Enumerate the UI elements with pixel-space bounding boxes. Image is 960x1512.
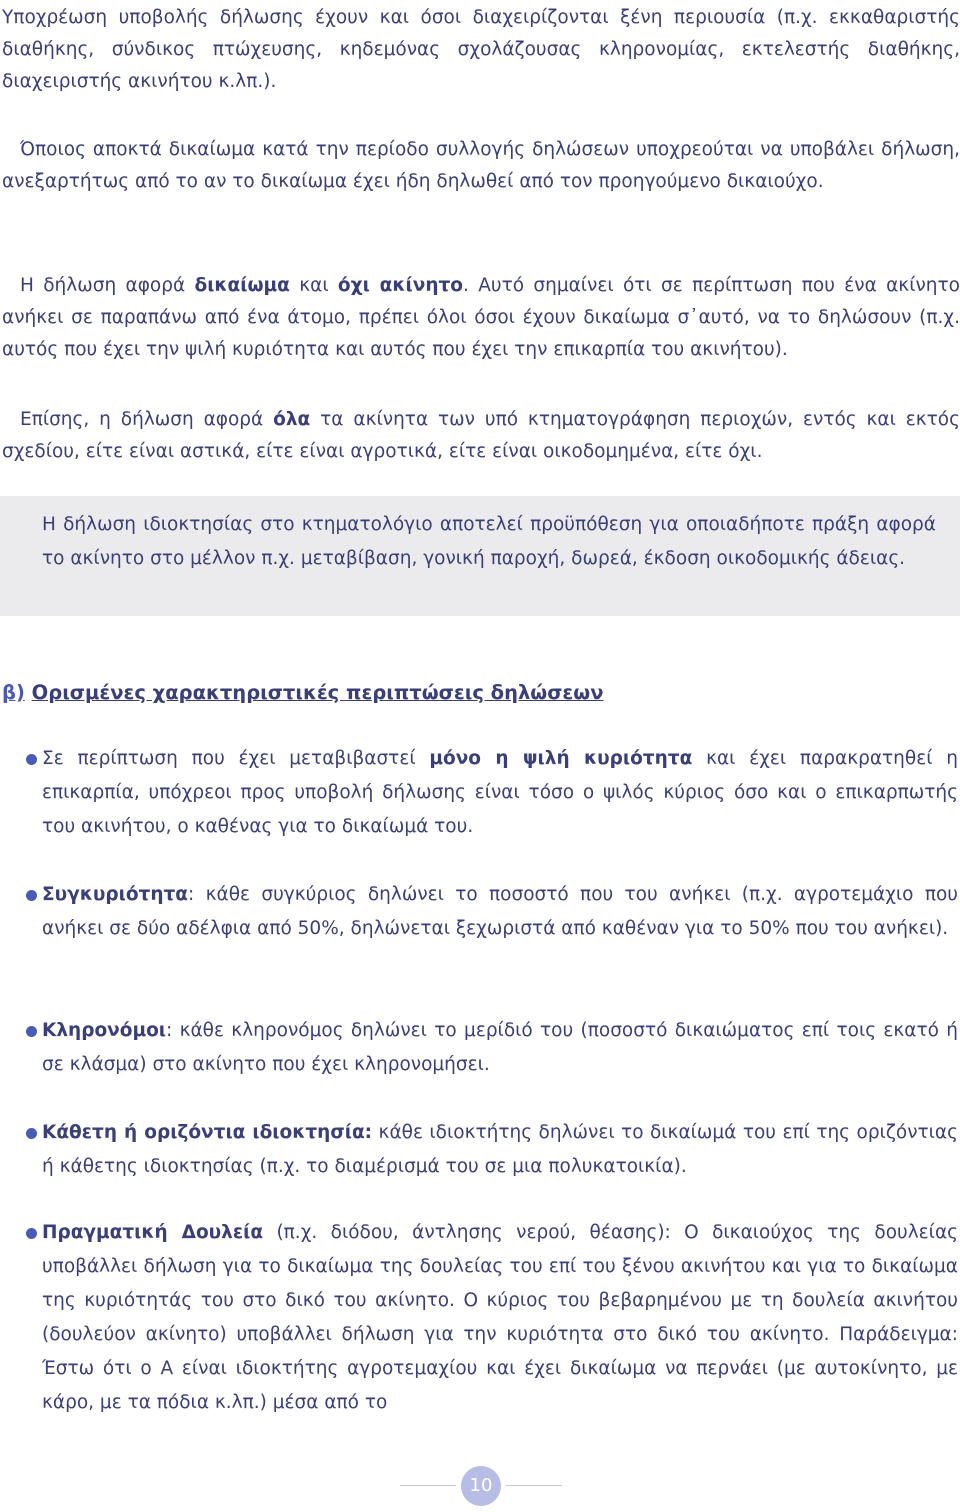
- list-item-text: Κληρονόμοι: κάθε κληρονόμος δηλώνει το μερίδιό του (ποσοστό δικαιώματος επί τοις εκατό ή σε κλάσμα) στο ακίνητο που έχει κληρονομήσει.: [42, 1020, 958, 1075]
- footer-divider-right: [506, 1485, 562, 1486]
- bullet-dot-icon: [26, 1128, 37, 1139]
- list-item-text: Συγκυριότητα: κάθε συγκύριος δηλώνει το ποσοστό που του ανήκει (π.χ. αγροτεμάχιο που ανήκει σε δύο αδέλφια από 50%, δηλώνεται ξεχωριστά από καθέναν για το 50% που του ανήκει).: [42, 884, 958, 939]
- highlight-box: [0, 496, 960, 616]
- list-item: [0, 1014, 960, 1082]
- bullet-dot-icon: [26, 890, 37, 901]
- highlight-box-text: Η δήλωση ιδιοκτησίας στο κτηματολόγιο αποτελεί προϋπόθεση για οποιαδήποτε πράξη αφορά το ακίνητο στο μέλλον π.χ. μεταβίβαση, γονική παροχή, δωρεά, έκδοση οικοδομικής άδειας.: [42, 514, 936, 569]
- list-item-text: Σε περίπτωση που έχει μεταβιβαστεί μόνο η ψιλή κυριότητα και έχει παρακρατηθεί η επικαρπία, υπόχρεοι προς υποβολή δήλωσης είναι τόσο ο ψιλός κύριος όσο και ο επικαρπωτής του ακινήτου, ο καθένας για το δικαίωμά του.: [42, 748, 958, 837]
- bullet-dot-icon: [26, 754, 37, 765]
- list-item-text: Κάθετη ή οριζόντια ιδιοκτησία: κάθε ιδιοκτήτης δηλώνει το δικαίωμά του επί της οριζόντιας ή κάθετης ιδιοκτησίας (π.χ. το διαμέρισμά του σε μια πολυκατοικία).: [42, 1122, 958, 1177]
- list-item: [0, 742, 960, 844]
- list-item: [0, 1116, 960, 1184]
- bullet-dot-icon: [26, 1228, 37, 1239]
- section-heading: [2, 677, 604, 709]
- paragraph-all-properties: Επίσης, η δήλωση αφορά όλα τα ακίνητα των υπό κτηματογράφηση περιοχών, εντός και εκτός σχεδίου, είτε είναι αστικά, είτε είναι αγροτικά, είτε είναι οικοδομημένα, είτε όχι.: [2, 409, 960, 462]
- page-number: 10: [461, 1466, 501, 1506]
- section-letter: β): [2, 681, 25, 704]
- section-title: Ορισμένες χαρακτηριστικές περιπτώσεις δηλώσεων: [31, 681, 604, 704]
- paragraph-acquired-right: Όποιος αποκτά δικαίωμα κατά την περίοδο συλλογής δηλώσεων υποχρεούται να υποβάλει δήλωση, ανεξαρτήτως από το αν το δικαίωμα έχει ήδη δηλωθεί από τον προηγούμενο δικαιούχο.: [2, 139, 960, 192]
- list-item: [0, 878, 960, 946]
- paragraph-foreign-property: Υποχρέωση υποβολής δήλωσης έχουν και όσοι διαχειρίζονται ξένη περιουσία (π.χ. εκκαθαριστής διαθήκης, σύνδικος πτώχευσης, κηδεμόνας σχολάζουσας κληρονομίας, εκτελεστής διαθήκης, διαχειριστής ακινήτου κ.λπ.).: [2, 7, 960, 92]
- list-item: [0, 1216, 960, 1420]
- page-number-footer: [0, 1466, 960, 1506]
- paragraph-right-not-property: Η δήλωση αφορά δικαίωμα και όχι ακίνητο. Αυτό σημαίνει ότι σε περίπτωση που ένα ακίνητο ανήκει σε παραπάνω από ένα άτομο, πρέπει όλοι όσοι έχουν δικαίωμα σ᾽αυτό, να το δηλώσουν (π.χ. αυτός που έχει την ψιλή κυριότητα και αυτός που έχει την επικαρπία του ακινήτου).: [2, 275, 960, 360]
- footer-divider-left: [400, 1485, 456, 1486]
- list-item-text: Πραγματική Δουλεία (π.χ. διόδου, άντλησης νερού, θέασης): Ο δικαιούχος της δουλείας υποβάλλει δήλωση για το δικαίωμα της δουλείας του επί του ξένου ακινήτου και για το δικαίωμα της κυριότητάς του στο δικό του ακίνητο. Ο κύριος του βεβαρημένου με τη δουλεία ακινήτου (δουλεύον ακίνητο) υποβάλλει δήλωση για την κυριότητα στο δικό του ακίνητο. Παράδειγμα: Έστω ότι ο Α είναι ιδιοκτήτης αγροτεμαχίου και έχει δικαίωμα να περνάει (με αυτοκίνητο, με κάρο, με τα πόδια κ.λπ.) μέσα από το: [42, 1222, 958, 1413]
- bullet-dot-icon: [26, 1026, 37, 1037]
